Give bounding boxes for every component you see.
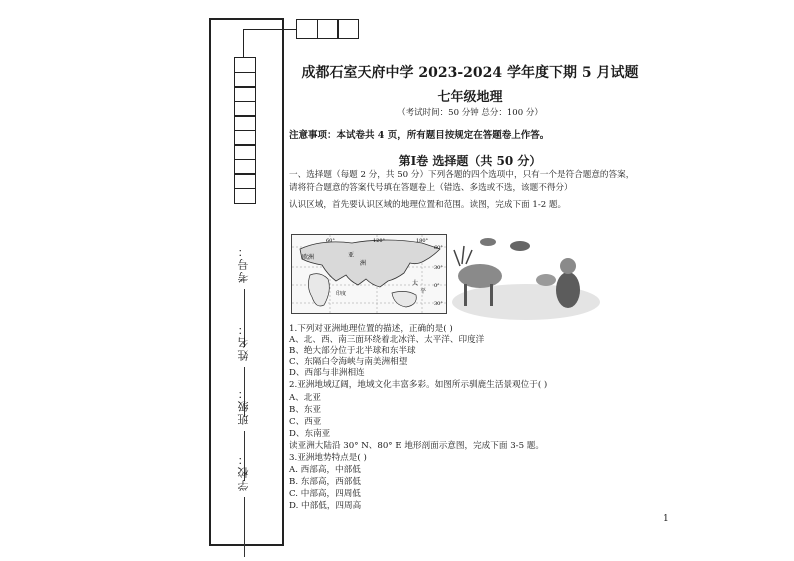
question-option[interactable]: B、东亚 [289, 405, 322, 415]
name-field[interactable]: 姓名： [236, 322, 252, 417]
svg-text:平: 平 [420, 288, 427, 295]
exam-no-field[interactable]: 考号： [236, 244, 252, 347]
instruction-line: 请将符合题意的答案代号填在答题卷上（错选、多选或不选，该题不得分） [289, 183, 573, 193]
seat-box[interactable] [317, 19, 339, 39]
question-option[interactable]: B. 东部高，西部低 [289, 477, 361, 487]
question-stem: 2.亚洲地域辽阔，地域文化丰富多彩。如图所示驯鹿生活景观位于( ) [289, 380, 548, 390]
svg-text:60°: 60° [434, 245, 443, 251]
school-field[interactable]: 学校： [236, 452, 252, 557]
africa-landmass [308, 274, 329, 306]
svg-text:洲: 洲 [360, 260, 367, 267]
question-option[interactable]: A、北、西、南三面环绕着北冰洋、太平洋、印度洋 [289, 335, 485, 345]
question-option[interactable]: A. 西部高，中部低 [289, 465, 361, 475]
svg-text:欧洲: 欧洲 [302, 254, 315, 261]
person-icon [556, 272, 580, 308]
question-option[interactable]: D、东南亚 [289, 429, 331, 439]
svg-text:亚: 亚 [348, 252, 355, 259]
svg-text:180°: 180° [416, 238, 429, 244]
part-title: 第Ⅰ卷 选择题（共 50 分） [398, 154, 542, 168]
question-option[interactable]: A、北亚 [289, 393, 321, 403]
exam-notice: 注意事项：本试卷共 4 页，所有题目按规定在答题卷上作答。 [289, 130, 550, 141]
asia-map [291, 234, 447, 314]
seat-box[interactable] [337, 19, 359, 39]
page-number: 1 [663, 514, 669, 524]
question-option[interactable]: C、东隔白令海峡与南美洲相望 [289, 357, 408, 367]
question-option[interactable]: D、西部与非洲相连 [289, 368, 365, 378]
question-stem: 1.下列对亚洲地理位置的描述，正确的是( ) [289, 324, 453, 334]
svg-text:120°: 120° [373, 238, 386, 244]
section-intro: 认识区域，首先要认识区域的地理位置和范围。读图，完成下面 1-2 题。 [289, 200, 567, 210]
reindeer-photo [450, 232, 602, 324]
question-option[interactable]: C. 中部高，四周低 [289, 489, 361, 499]
svg-text:印度: 印度 [336, 291, 347, 297]
seat-number-boxes[interactable] [296, 19, 358, 39]
id-box[interactable] [234, 188, 256, 204]
question-option[interactable]: B、绝大部分位于北半球和东半球 [289, 346, 416, 356]
svg-text:60°: 60° [326, 238, 335, 244]
question-stem: 3.亚洲地势特点是( ) [289, 453, 367, 463]
svg-text:太: 太 [412, 280, 419, 287]
svg-text:0°: 0° [434, 283, 440, 289]
map-svg [292, 235, 446, 313]
photo-svg [450, 232, 602, 324]
australia-landmass [392, 291, 416, 307]
exam-meta: （考试时间：50 分钟 总分：100 分） [397, 108, 543, 118]
connector-line [243, 29, 296, 30]
svg-text:30°: 30° [434, 301, 443, 307]
seat-box[interactable] [296, 19, 318, 39]
instruction-line: 一、选择题（每题 2 分，共 50 分）下列各题的四个选项中，只有一个是符合题意的答案， [289, 170, 635, 180]
exam-title: 成都石室天府中学 2023-2024 学年度下期 5 月试题 [301, 65, 639, 81]
reindeer-icon [510, 241, 530, 251]
exam-id-boxes[interactable] [234, 57, 256, 202]
reindeer-icon [480, 238, 496, 246]
class-field[interactable]: 班级： [236, 386, 252, 481]
section-intro: 读亚洲大陆沿 30° N、80° E 地形剖面示意图，完成下面 3-5 题。 [289, 441, 544, 451]
question-option[interactable]: C、西亚 [289, 417, 322, 427]
svg-text:30°: 30° [434, 265, 443, 271]
exam-subject: 七年级地理 [437, 90, 503, 105]
connector-line [243, 29, 244, 57]
question-option[interactable]: D. 中部低，四周高 [289, 501, 362, 511]
